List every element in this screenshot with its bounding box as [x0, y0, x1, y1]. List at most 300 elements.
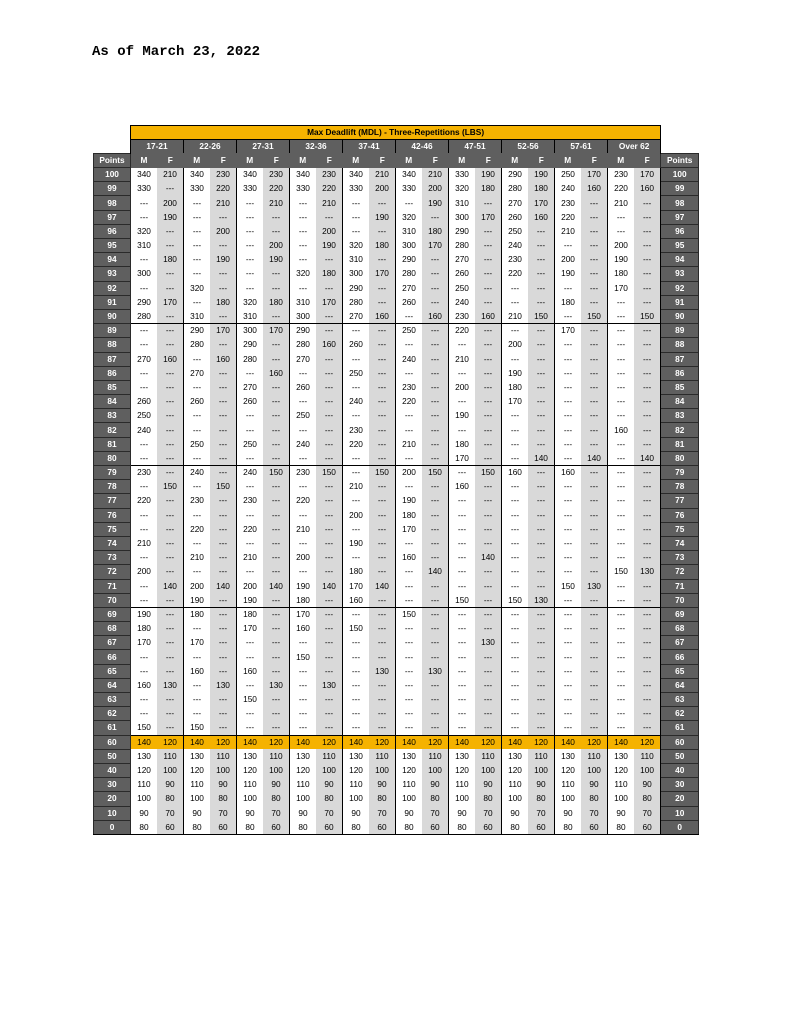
male-value-cell: 250 — [502, 224, 529, 238]
female-value-cell: --- — [422, 536, 449, 550]
points-cell-right: 77 — [661, 494, 699, 508]
points-cell-left: 98 — [94, 196, 131, 210]
male-value-cell: --- — [449, 579, 476, 593]
male-value-cell: 80 — [184, 820, 211, 834]
female-value-cell: --- — [581, 437, 608, 451]
male-value-cell: --- — [555, 437, 582, 451]
female-value-cell: 70 — [528, 806, 555, 820]
points-cell-right: 30 — [661, 778, 699, 792]
male-value-cell: --- — [396, 338, 423, 352]
male-value-cell: 250 — [184, 437, 211, 451]
female-value-cell: --- — [422, 579, 449, 593]
male-value-cell: 180 — [131, 622, 158, 636]
table-row — [94, 778, 699, 792]
female-value-cell: --- — [157, 395, 184, 409]
male-value-cell: --- — [184, 678, 211, 692]
female-value-cell: --- — [475, 380, 502, 394]
male-value-cell: 320 — [290, 267, 317, 281]
female-value-cell: --- — [210, 437, 237, 451]
points-cell-left: 74 — [94, 536, 131, 550]
points-cell-left: 50 — [94, 749, 131, 763]
female-value-cell: 110 — [263, 749, 290, 763]
female-value-cell: --- — [263, 409, 290, 423]
female-value-cell: --- — [369, 678, 396, 692]
female-value-cell: --- — [581, 480, 608, 494]
male-value-cell: 200 — [396, 466, 423, 480]
male-value-cell: 190 — [555, 267, 582, 281]
female-value-cell: --- — [422, 508, 449, 522]
female-value-cell: --- — [422, 494, 449, 508]
female-value-cell: 60 — [210, 820, 237, 834]
points-cell-left: 94 — [94, 253, 131, 267]
female-value-cell: 150 — [422, 466, 449, 480]
table-row — [94, 678, 699, 692]
male-value-cell: 280 — [343, 295, 370, 309]
female-value-cell: --- — [475, 281, 502, 295]
points-cell-left: 99 — [94, 182, 131, 196]
female-value-cell: --- — [581, 466, 608, 480]
female-value-cell: 210 — [263, 196, 290, 210]
female-value-cell: --- — [528, 338, 555, 352]
female-value-cell: --- — [157, 607, 184, 621]
male-value-cell: 310 — [131, 239, 158, 253]
female-value-cell: --- — [263, 423, 290, 437]
female-value-cell: --- — [581, 253, 608, 267]
male-value-cell: --- — [396, 579, 423, 593]
male-value-cell: 260 — [502, 210, 529, 224]
male-value-cell: --- — [608, 607, 635, 621]
female-value-cell: --- — [316, 480, 343, 494]
male-value-cell: 100 — [131, 792, 158, 806]
female-value-cell: 210 — [157, 168, 184, 182]
points-cell-right: 76 — [661, 508, 699, 522]
male-value-cell: 150 — [290, 650, 317, 664]
male-value-cell: --- — [608, 579, 635, 593]
female-value-cell: --- — [157, 636, 184, 650]
female-value-cell: --- — [528, 494, 555, 508]
male-value-cell: 280 — [449, 239, 476, 253]
female-header: F — [369, 153, 396, 167]
female-value-cell: --- — [634, 295, 661, 309]
male-value-cell: --- — [555, 664, 582, 678]
male-value-cell: --- — [555, 380, 582, 394]
male-value-cell: 330 — [290, 182, 317, 196]
female-value-cell: --- — [528, 551, 555, 565]
female-value-cell: --- — [422, 380, 449, 394]
female-value-cell: 180 — [369, 239, 396, 253]
male-value-cell: --- — [608, 522, 635, 536]
female-value-cell: --- — [634, 622, 661, 636]
female-value-cell: --- — [581, 650, 608, 664]
points-cell-left: 93 — [94, 267, 131, 281]
male-value-cell: --- — [502, 451, 529, 465]
female-value-cell: --- — [528, 324, 555, 338]
female-value-cell: --- — [475, 664, 502, 678]
female-value-cell: --- — [210, 636, 237, 650]
female-value-cell: 110 — [316, 749, 343, 763]
female-value-cell: --- — [263, 650, 290, 664]
female-value-cell: 170 — [475, 210, 502, 224]
male-value-cell: 210 — [290, 522, 317, 536]
table-row — [94, 792, 699, 806]
male-value-cell: 190 — [290, 579, 317, 593]
female-value-cell: 100 — [422, 763, 449, 777]
female-value-cell: --- — [369, 352, 396, 366]
female-value-cell: --- — [581, 409, 608, 423]
female-value-cell: --- — [422, 253, 449, 267]
female-value-cell: 130 — [528, 593, 555, 607]
female-value-cell: 90 — [528, 778, 555, 792]
points-cell-left: 84 — [94, 395, 131, 409]
female-value-cell: 170 — [369, 267, 396, 281]
female-value-cell: --- — [422, 338, 449, 352]
male-value-cell: 140 — [184, 735, 211, 749]
male-value-cell: 300 — [290, 309, 317, 323]
female-value-cell: --- — [157, 551, 184, 565]
male-value-cell: --- — [555, 480, 582, 494]
female-value-cell: --- — [581, 565, 608, 579]
female-value-cell: 120 — [422, 735, 449, 749]
female-value-cell: --- — [157, 366, 184, 380]
female-value-cell: 90 — [581, 778, 608, 792]
male-value-cell: --- — [608, 551, 635, 565]
female-value-cell: 130 — [369, 664, 396, 678]
age-group-header: 17-21 — [131, 140, 184, 154]
male-value-cell: 240 — [184, 466, 211, 480]
female-value-cell: --- — [475, 253, 502, 267]
table-row — [94, 622, 699, 636]
male-value-cell: --- — [449, 721, 476, 735]
male-value-cell: 300 — [343, 267, 370, 281]
male-value-cell: --- — [502, 565, 529, 579]
female-value-cell: --- — [157, 693, 184, 707]
male-value-cell: 160 — [290, 622, 317, 636]
male-value-cell: 250 — [131, 409, 158, 423]
points-cell-right: 84 — [661, 395, 699, 409]
female-value-cell: --- — [157, 565, 184, 579]
female-value-cell: 60 — [634, 820, 661, 834]
female-value-cell: --- — [422, 366, 449, 380]
male-value-cell: 110 — [237, 778, 264, 792]
female-value-cell: --- — [210, 551, 237, 565]
male-value-cell: 130 — [237, 749, 264, 763]
table-row — [94, 664, 699, 678]
male-value-cell: --- — [290, 480, 317, 494]
male-value-cell: 340 — [131, 168, 158, 182]
female-value-cell: --- — [528, 536, 555, 550]
male-value-cell: 150 — [502, 593, 529, 607]
female-value-cell: --- — [369, 622, 396, 636]
female-value-cell: --- — [634, 579, 661, 593]
female-value-cell: --- — [263, 224, 290, 238]
female-value-cell: --- — [475, 196, 502, 210]
male-value-cell: --- — [555, 281, 582, 295]
male-value-cell: 180 — [396, 508, 423, 522]
male-value-cell: 110 — [502, 778, 529, 792]
male-value-cell: 290 — [290, 324, 317, 338]
male-value-cell: --- — [290, 423, 317, 437]
male-value-cell: 210 — [608, 196, 635, 210]
male-value-cell: --- — [290, 210, 317, 224]
female-value-cell: --- — [528, 423, 555, 437]
male-value-cell: --- — [555, 636, 582, 650]
male-value-cell: 110 — [555, 778, 582, 792]
female-value-cell: 170 — [581, 168, 608, 182]
female-value-cell: --- — [422, 409, 449, 423]
female-value-cell: --- — [157, 239, 184, 253]
points-cell-left: 96 — [94, 224, 131, 238]
male-value-cell: --- — [449, 338, 476, 352]
male-value-cell: 180 — [449, 437, 476, 451]
male-value-cell: --- — [237, 707, 264, 721]
male-value-cell: 320 — [131, 224, 158, 238]
female-value-cell: --- — [422, 423, 449, 437]
female-value-cell: --- — [422, 721, 449, 735]
female-value-cell: 170 — [210, 324, 237, 338]
male-value-cell: --- — [608, 508, 635, 522]
male-value-cell: 260 — [131, 395, 158, 409]
female-value-cell: --- — [422, 295, 449, 309]
female-value-cell: 160 — [528, 210, 555, 224]
male-value-cell: --- — [237, 480, 264, 494]
male-value-cell: 250 — [237, 437, 264, 451]
male-value-cell: 150 — [184, 721, 211, 735]
points-cell-left: 76 — [94, 508, 131, 522]
male-value-cell: 220 — [396, 395, 423, 409]
female-value-cell: 120 — [157, 735, 184, 749]
male-value-cell: 170 — [608, 281, 635, 295]
male-value-cell: --- — [343, 196, 370, 210]
female-header: F — [157, 153, 184, 167]
female-value-cell: --- — [316, 423, 343, 437]
female-value-cell: --- — [528, 650, 555, 664]
female-header: F — [316, 153, 343, 167]
female-value-cell: --- — [422, 693, 449, 707]
male-value-cell: 80 — [131, 820, 158, 834]
points-cell-left: 64 — [94, 678, 131, 692]
female-value-cell: 200 — [210, 224, 237, 238]
female-value-cell: 180 — [422, 224, 449, 238]
points-cell-right: 82 — [661, 423, 699, 437]
male-value-cell: --- — [131, 693, 158, 707]
female-value-cell: --- — [263, 522, 290, 536]
female-value-cell: --- — [369, 565, 396, 579]
points-cell-right: 96 — [661, 224, 699, 238]
female-value-cell: --- — [475, 409, 502, 423]
points-cell-left: 77 — [94, 494, 131, 508]
male-value-cell: --- — [396, 664, 423, 678]
male-value-cell: 320 — [237, 295, 264, 309]
male-value-cell: 140 — [343, 735, 370, 749]
male-value-cell: --- — [343, 324, 370, 338]
table-row — [94, 451, 699, 465]
male-value-cell: --- — [608, 536, 635, 550]
male-value-cell: --- — [237, 224, 264, 238]
male-value-cell: --- — [290, 395, 317, 409]
male-value-cell: --- — [396, 409, 423, 423]
table-row — [94, 324, 699, 338]
female-value-cell: --- — [316, 395, 343, 409]
male-value-cell: --- — [555, 309, 582, 323]
male-value-cell: 210 — [449, 352, 476, 366]
female-value-cell: --- — [634, 196, 661, 210]
male-value-cell: --- — [502, 579, 529, 593]
female-value-cell: 90 — [422, 778, 449, 792]
male-value-cell: --- — [237, 210, 264, 224]
female-value-cell: 100 — [263, 763, 290, 777]
female-value-cell: 90 — [316, 778, 343, 792]
female-value-cell: --- — [475, 607, 502, 621]
female-value-cell: 190 — [369, 210, 396, 224]
male-value-cell: 100 — [608, 792, 635, 806]
male-value-cell: --- — [131, 650, 158, 664]
male-value-cell: 340 — [290, 168, 317, 182]
points-cell-right: 83 — [661, 409, 699, 423]
female-value-cell: 160 — [581, 182, 608, 196]
female-value-cell: --- — [263, 707, 290, 721]
female-value-cell: --- — [263, 693, 290, 707]
male-value-cell: 340 — [184, 168, 211, 182]
female-value-cell: --- — [528, 281, 555, 295]
female-value-cell: --- — [263, 338, 290, 352]
female-value-cell: 60 — [475, 820, 502, 834]
female-value-cell: --- — [581, 508, 608, 522]
female-value-cell: 160 — [369, 309, 396, 323]
male-value-cell: 250 — [290, 409, 317, 423]
female-value-cell: --- — [316, 622, 343, 636]
female-value-cell: 80 — [263, 792, 290, 806]
male-value-cell: 160 — [608, 423, 635, 437]
male-value-cell: --- — [343, 352, 370, 366]
male-value-cell: 250 — [396, 324, 423, 338]
male-value-cell: --- — [184, 423, 211, 437]
female-value-cell: --- — [369, 522, 396, 536]
female-value-cell: --- — [263, 622, 290, 636]
male-value-cell: --- — [343, 466, 370, 480]
female-value-cell: --- — [634, 536, 661, 550]
male-value-cell: 240 — [396, 352, 423, 366]
male-value-cell: --- — [343, 650, 370, 664]
male-value-cell: --- — [608, 593, 635, 607]
male-value-cell: --- — [502, 522, 529, 536]
male-value-cell: 200 — [131, 565, 158, 579]
male-value-cell: --- — [237, 565, 264, 579]
points-cell-left: 63 — [94, 693, 131, 707]
points-cell-left: 66 — [94, 650, 131, 664]
female-value-cell: --- — [316, 565, 343, 579]
female-value-cell: --- — [475, 451, 502, 465]
female-value-cell: 80 — [475, 792, 502, 806]
age-group-header: 57-61 — [555, 140, 608, 154]
male-value-cell: 330 — [237, 182, 264, 196]
points-cell-left: 60 — [94, 735, 131, 749]
female-value-cell: --- — [263, 451, 290, 465]
table-row — [94, 522, 699, 536]
male-value-cell: 330 — [396, 182, 423, 196]
female-value-cell: 120 — [475, 735, 502, 749]
male-value-cell: --- — [290, 565, 317, 579]
female-value-cell: --- — [475, 494, 502, 508]
female-value-cell: --- — [263, 480, 290, 494]
female-value-cell: --- — [210, 281, 237, 295]
female-value-cell: --- — [157, 437, 184, 451]
male-value-cell: --- — [396, 480, 423, 494]
points-cell-left: 67 — [94, 636, 131, 650]
female-value-cell: --- — [422, 707, 449, 721]
male-value-cell: --- — [184, 239, 211, 253]
female-value-cell: --- — [316, 721, 343, 735]
female-value-cell: --- — [634, 281, 661, 295]
points-cell-left: 90 — [94, 309, 131, 323]
female-value-cell: --- — [157, 593, 184, 607]
female-value-cell: 150 — [210, 480, 237, 494]
female-value-cell: --- — [316, 607, 343, 621]
male-value-cell: --- — [184, 508, 211, 522]
male-value-cell: 180 — [237, 607, 264, 621]
points-cell-right: 69 — [661, 607, 699, 621]
female-value-cell: 230 — [210, 168, 237, 182]
male-value-cell: --- — [555, 409, 582, 423]
female-value-cell: --- — [316, 650, 343, 664]
female-value-cell: --- — [634, 423, 661, 437]
female-value-cell: --- — [316, 352, 343, 366]
points-cell-right: 75 — [661, 522, 699, 536]
male-value-cell: 170 — [555, 324, 582, 338]
female-value-cell: --- — [475, 239, 502, 253]
female-value-cell: 170 — [316, 295, 343, 309]
female-value-cell: --- — [581, 536, 608, 550]
female-value-cell: --- — [422, 551, 449, 565]
female-value-cell: 100 — [475, 763, 502, 777]
female-value-cell: --- — [210, 536, 237, 550]
table-body — [94, 168, 699, 835]
male-value-cell: --- — [608, 210, 635, 224]
male-value-cell: --- — [343, 693, 370, 707]
male-value-cell: 190 — [237, 593, 264, 607]
male-value-cell: --- — [184, 536, 211, 550]
male-value-cell: --- — [555, 565, 582, 579]
female-value-cell: --- — [528, 352, 555, 366]
male-value-cell: --- — [290, 678, 317, 692]
points-cell-right: 81 — [661, 437, 699, 451]
male-value-cell: 310 — [184, 309, 211, 323]
points-cell-right: 65 — [661, 664, 699, 678]
female-value-cell: 150 — [528, 309, 555, 323]
female-value-cell: --- — [422, 480, 449, 494]
male-value-cell: 300 — [449, 210, 476, 224]
male-value-cell: 310 — [290, 295, 317, 309]
male-value-cell: --- — [343, 551, 370, 565]
points-cell-left: 79 — [94, 466, 131, 480]
female-value-cell: --- — [422, 607, 449, 621]
female-value-cell: 220 — [263, 182, 290, 196]
male-value-cell: 120 — [131, 763, 158, 777]
male-value-cell: --- — [343, 380, 370, 394]
table-row — [94, 536, 699, 550]
male-value-cell: 280 — [502, 182, 529, 196]
female-value-cell: 180 — [263, 295, 290, 309]
male-value-cell: --- — [608, 721, 635, 735]
table-row — [94, 763, 699, 777]
female-value-cell: --- — [369, 295, 396, 309]
points-cell-left: 97 — [94, 210, 131, 224]
male-value-cell: 280 — [290, 338, 317, 352]
male-value-cell: 170 — [449, 451, 476, 465]
female-value-cell: --- — [475, 565, 502, 579]
points-cell-left: 71 — [94, 579, 131, 593]
female-value-cell: --- — [210, 622, 237, 636]
female-value-cell: --- — [369, 253, 396, 267]
